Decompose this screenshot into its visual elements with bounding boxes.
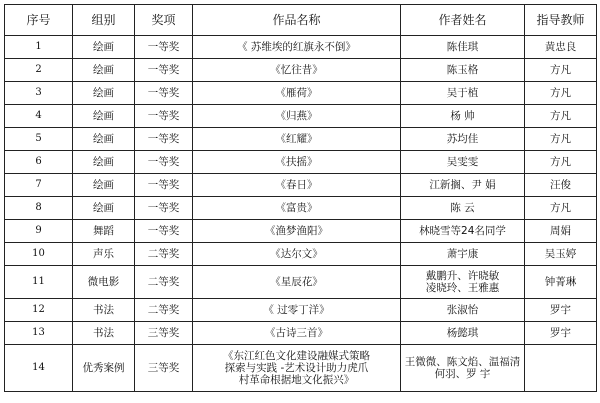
author-line: 凌晓玲、王雅惠 — [425, 282, 500, 294]
cell-work: 《富贵》 — [193, 197, 401, 220]
author-line: 王微微、陈文焰、温福清 — [404, 356, 521, 368]
cell-group: 舞蹈 — [73, 220, 135, 243]
cell-work: 《春日》 — [193, 174, 401, 197]
work-line: 村革命根据地文化振兴》 — [238, 374, 355, 386]
cell-work: 《雁荷》 — [193, 82, 401, 105]
header-work: 作品名称 — [193, 5, 401, 36]
cell-teacher: 钟菁琳 — [525, 266, 597, 299]
cell-teacher: 汪俊 — [525, 174, 597, 197]
cell-work — [193, 345, 401, 392]
work-line: 探索与实践 -艺术设计助力虎爪 — [224, 362, 369, 374]
cell-work: 《古诗三首》 — [193, 322, 401, 345]
cell-award: 三等奖 — [135, 345, 193, 392]
cell-award: 一等奖 — [135, 105, 193, 128]
cell-seq: 9 — [5, 220, 73, 243]
table-row — [5, 174, 597, 197]
cell-seq: 1 — [5, 36, 73, 59]
cell-award: 一等奖 — [135, 174, 193, 197]
cell-award: 二等奖 — [135, 299, 193, 322]
header-award: 奖项 — [135, 5, 193, 36]
cell-award: 二等奖 — [135, 243, 193, 266]
cell-author: 杨 帅 — [401, 105, 525, 128]
cell-work: 《星辰花》 — [193, 266, 401, 299]
cell-teacher: 方凡 — [525, 82, 597, 105]
cell-author: 张淑怡 — [401, 299, 525, 322]
work-line: 《东江红色文化建设融媒式策略 — [223, 350, 370, 362]
cell-work: 《 过零丁洋》 — [193, 299, 401, 322]
cell-teacher: 方凡 — [525, 151, 597, 174]
cell-group: 绘画 — [73, 59, 135, 82]
header-author: 作者姓名 — [401, 5, 525, 36]
cell-award: 一等奖 — [135, 151, 193, 174]
cell-seq: 5 — [5, 128, 73, 151]
table-row — [5, 36, 597, 59]
cell-teacher: 黄忠良 — [525, 36, 597, 59]
cell-work: 《 苏维埃的红旗永不倒》 — [193, 36, 401, 59]
cell-award: 二等奖 — [135, 266, 193, 299]
cell-author — [401, 345, 525, 392]
cell-group: 书法 — [73, 322, 135, 345]
cell-group: 绘画 — [73, 151, 135, 174]
cell-group: 绘画 — [73, 82, 135, 105]
cell-group: 绘画 — [73, 174, 135, 197]
cell-teacher: 方凡 — [525, 105, 597, 128]
cell-group: 优秀案例 — [73, 345, 135, 392]
cell-author: 陈玉格 — [401, 59, 525, 82]
cell-teacher: 吴玉婷 — [525, 243, 597, 266]
cell-teacher — [525, 345, 597, 392]
cell-author: 陈佳琪 — [401, 36, 525, 59]
table-row — [5, 322, 597, 345]
header-row — [5, 5, 597, 36]
cell-work: 《忆往昔》 — [193, 59, 401, 82]
table-row — [5, 266, 597, 299]
cell-award: 一等奖 — [135, 197, 193, 220]
table-row — [5, 128, 597, 151]
table-row — [5, 105, 597, 128]
table-row — [5, 299, 597, 322]
cell-award: 一等奖 — [135, 36, 193, 59]
cell-seq: 13 — [5, 322, 73, 345]
cell-group: 绘画 — [73, 128, 135, 151]
cell-seq: 7 — [5, 174, 73, 197]
cell-author: 吴于植 — [401, 82, 525, 105]
cell-work: 《扶摇》 — [193, 151, 401, 174]
cell-seq: 8 — [5, 197, 73, 220]
header-seq: 序号 — [5, 5, 73, 36]
cell-author: 苏均佳 — [401, 128, 525, 151]
table-row — [5, 151, 597, 174]
cell-award: 一等奖 — [135, 59, 193, 82]
table-row — [5, 243, 597, 266]
header-group: 组别 — [73, 5, 135, 36]
table-row — [5, 82, 597, 105]
cell-group: 书法 — [73, 299, 135, 322]
author-line: 戴鹏升、许晓敏 — [425, 270, 500, 282]
cell-author: 陈 云 — [401, 197, 525, 220]
cell-author: 林晓雪等24名同学 — [401, 220, 525, 243]
cell-author: 萧宇康 — [401, 243, 525, 266]
cell-teacher: 周娟 — [525, 220, 597, 243]
cell-seq: 14 — [5, 345, 73, 392]
table-row — [5, 197, 597, 220]
cell-teacher: 方凡 — [525, 59, 597, 82]
cell-teacher: 方凡 — [525, 197, 597, 220]
cell-award: 三等奖 — [135, 322, 193, 345]
header-teacher: 指导教师 — [525, 5, 597, 36]
author-line: 何羽、罗 宇 — [434, 368, 491, 380]
cell-work: 《达尔文》 — [193, 243, 401, 266]
cell-seq: 4 — [5, 105, 73, 128]
cell-teacher: 方凡 — [525, 128, 597, 151]
table-row — [5, 59, 597, 82]
cell-teacher: 罗宇 — [525, 322, 597, 345]
cell-seq: 6 — [5, 151, 73, 174]
cell-author — [401, 266, 525, 299]
awards-table — [4, 4, 597, 392]
cell-seq: 11 — [5, 266, 73, 299]
cell-group: 绘画 — [73, 36, 135, 59]
cell-group: 绘画 — [73, 197, 135, 220]
table-row — [5, 345, 597, 392]
table-row — [5, 220, 597, 243]
cell-group: 声乐 — [73, 243, 135, 266]
cell-work: 《红耀》 — [193, 128, 401, 151]
cell-author: 吴雯雯 — [401, 151, 525, 174]
cell-seq: 10 — [5, 243, 73, 266]
cell-award: 一等奖 — [135, 220, 193, 243]
cell-author: 杨懿琪 — [401, 322, 525, 345]
cell-teacher: 罗宇 — [525, 299, 597, 322]
cell-seq: 2 — [5, 59, 73, 82]
cell-seq: 3 — [5, 82, 73, 105]
cell-award: 一等奖 — [135, 128, 193, 151]
cell-group: 绘画 — [73, 105, 135, 128]
cell-author: 江新搁、尹 娟 — [401, 174, 525, 197]
cell-group: 微电影 — [73, 266, 135, 299]
cell-seq: 12 — [5, 299, 73, 322]
cell-work: 《归燕》 — [193, 105, 401, 128]
cell-work: 《渔梦渔阳》 — [193, 220, 401, 243]
cell-award: 一等奖 — [135, 82, 193, 105]
